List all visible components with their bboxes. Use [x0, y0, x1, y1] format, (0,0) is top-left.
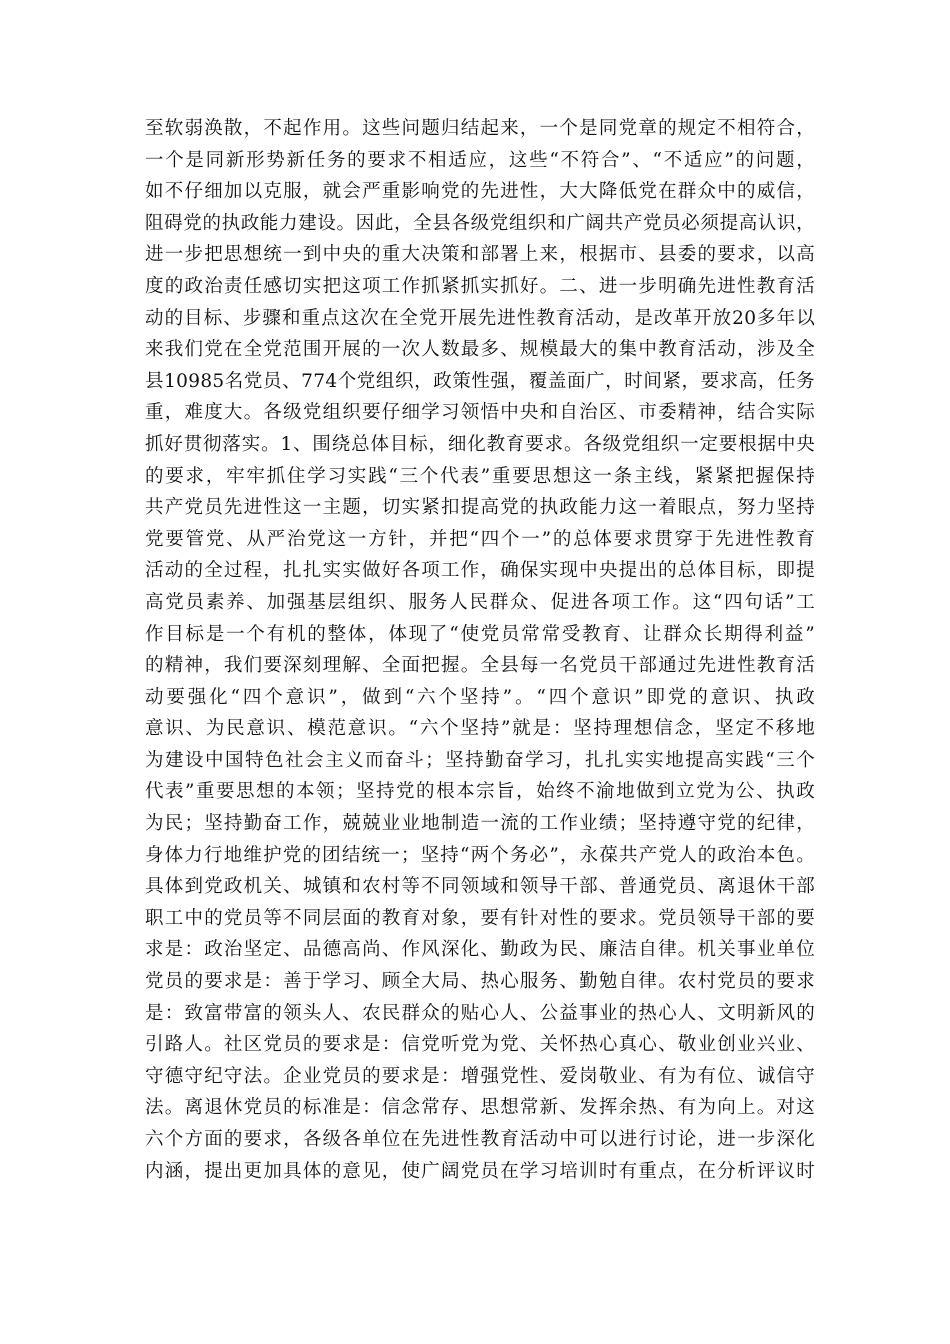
text-line: 为民；坚持勤奋工作，兢兢业业地制造一流的工作业绩；坚持遵守党的纪律， — [145, 813, 815, 835]
text-line: 六个方面的要求，各级各单位在先进性教育活动中可以进行讨论，进一步深化 — [145, 1129, 815, 1150]
text-line: 为建设中国特色社会主义而奋斗；坚持勤奋学习，扎扎实实地提高实践“三个 — [145, 749, 815, 771]
text-line: 动的目标、步骤和重点这次在全党开展先进性教育活动，是改革开放20多年以 — [145, 307, 815, 329]
text-line: 党要管党、从严治党这一方针，并把“四个一”的总体要求贯穿于先进性教育 — [145, 528, 815, 550]
text-line: 至软弱涣散，不起作用。这些问题归结起来，一个是同党章的规定不相符合， — [145, 118, 815, 139]
text-line: 职工中的党员等不同层面的教育对象，要有针对性的要求。党员领导干部的要 — [145, 907, 815, 929]
text-line: 如不仔细加以克服，就会严重影响党的先进性，大大降低党在群众中的威信， — [145, 181, 815, 203]
text-line: 重，难度大。各级党组织要仔细学习领悟中央和自治区、市委精神，结合实际 — [145, 402, 815, 424]
text-line: 度的政治责任感切实把这项工作抓紧抓实抓好。二、进一步明确先进性教育活 — [145, 275, 815, 297]
text-line: 代表”重要思想的本领；坚持党的根本宗旨，始终不渝地做到立党为公、执政 — [145, 781, 815, 803]
text-line: 守德守纪守法。企业党员的要求是：增强党性、爱岗敬业、有为有位、诚信守 — [145, 1065, 815, 1087]
text-line: 具体到党政机关、城镇和农村等不同领域和领导干部、普通党员、离退休干部 — [145, 876, 815, 898]
text-line: 一个是同新形势新任务的要求不相适应，这些“不符合”、“不适应”的问题， — [145, 149, 815, 171]
text-line: 内涵，提出更加具体的意见，使广阔党员在学习培训时有重点，在分析评议时 — [145, 1160, 815, 1182]
text-line: 高党员素养、加强基层组织、服务人民群众、促进各项工作。这“四句话”工 — [145, 591, 815, 613]
text-line: 作目标是一个有机的整体，体现了“使党员常常受教育、让群众长期得利益” — [145, 623, 815, 645]
text-line: 引路人。社区党员的要求是：信党听党为党、关怀热心真心、敬业创业兴业、 — [145, 1034, 815, 1056]
text-line: 抓好贯彻落实。1、围绕总体目标，细化教育要求。各级党组织一定要根据中央 — [145, 433, 815, 455]
text-line: 身体力行地维护党的团结统一；坚持“两个务必”，永葆共产党人的政治本色。 — [145, 844, 815, 866]
text-line: 的要求，牢牢抓住学习实践“三个代表”重要思想这一条主线，紧紧把握保持 — [145, 465, 815, 487]
text-line: 动要强化“四个意识”，做到“六个坚持”。“四个意识”即党的意识、执政 — [145, 686, 815, 708]
text-line: 进一步把思想统一到中央的重大决策和部署上来，根据市、县委的要求，以高 — [145, 244, 815, 266]
text-line: 活动的全过程，扎扎实实做好各项工作，确保实现中央提出的总体目标，即提 — [145, 560, 815, 582]
text-line: 县10985名党员、774个党组织，政策性强，覆盖面广，时间紧，要求高，任务 — [145, 370, 815, 392]
text-line: 来我们党在全党范围开展的一次人数最多、规模最大的集中教育活动，涉及全 — [145, 339, 815, 361]
text-line: 是：致富带富的领头人、农民群众的贴心人、公益事业的热心人、文明新风的 — [145, 1002, 815, 1024]
text-line: 法。离退休党员的标准是：信念常存、思想常新、发挥余热、有为向上。对这 — [145, 1097, 815, 1119]
text-line: 求是：政治坚定、品德高尚、作风深化、勤政为民、廉洁自律。机关事业单位 — [145, 939, 815, 961]
text-line: 党员的要求是：善于学习、顾全大局、热心服务、勤勉自律。农村党员的要求 — [145, 971, 815, 993]
body-text — [145, 113, 815, 1187]
text-line: 共产党员先进性这一主题，切实紧扣提高党的执政能力这一着眼点，努力坚持 — [145, 497, 815, 519]
text-line: 意识、为民意识、模范意识。“六个坚持”就是：坚持理想信念，坚定不移地 — [145, 718, 815, 740]
text-line: 的精神，我们要深刻理解、全面把握。全县每一名党员干部通过先进性教育活 — [145, 655, 815, 677]
text-line: 阻碍党的执政能力建设。因此，全县各级党组织和广阔共产党员必须提高认识， — [145, 212, 815, 234]
